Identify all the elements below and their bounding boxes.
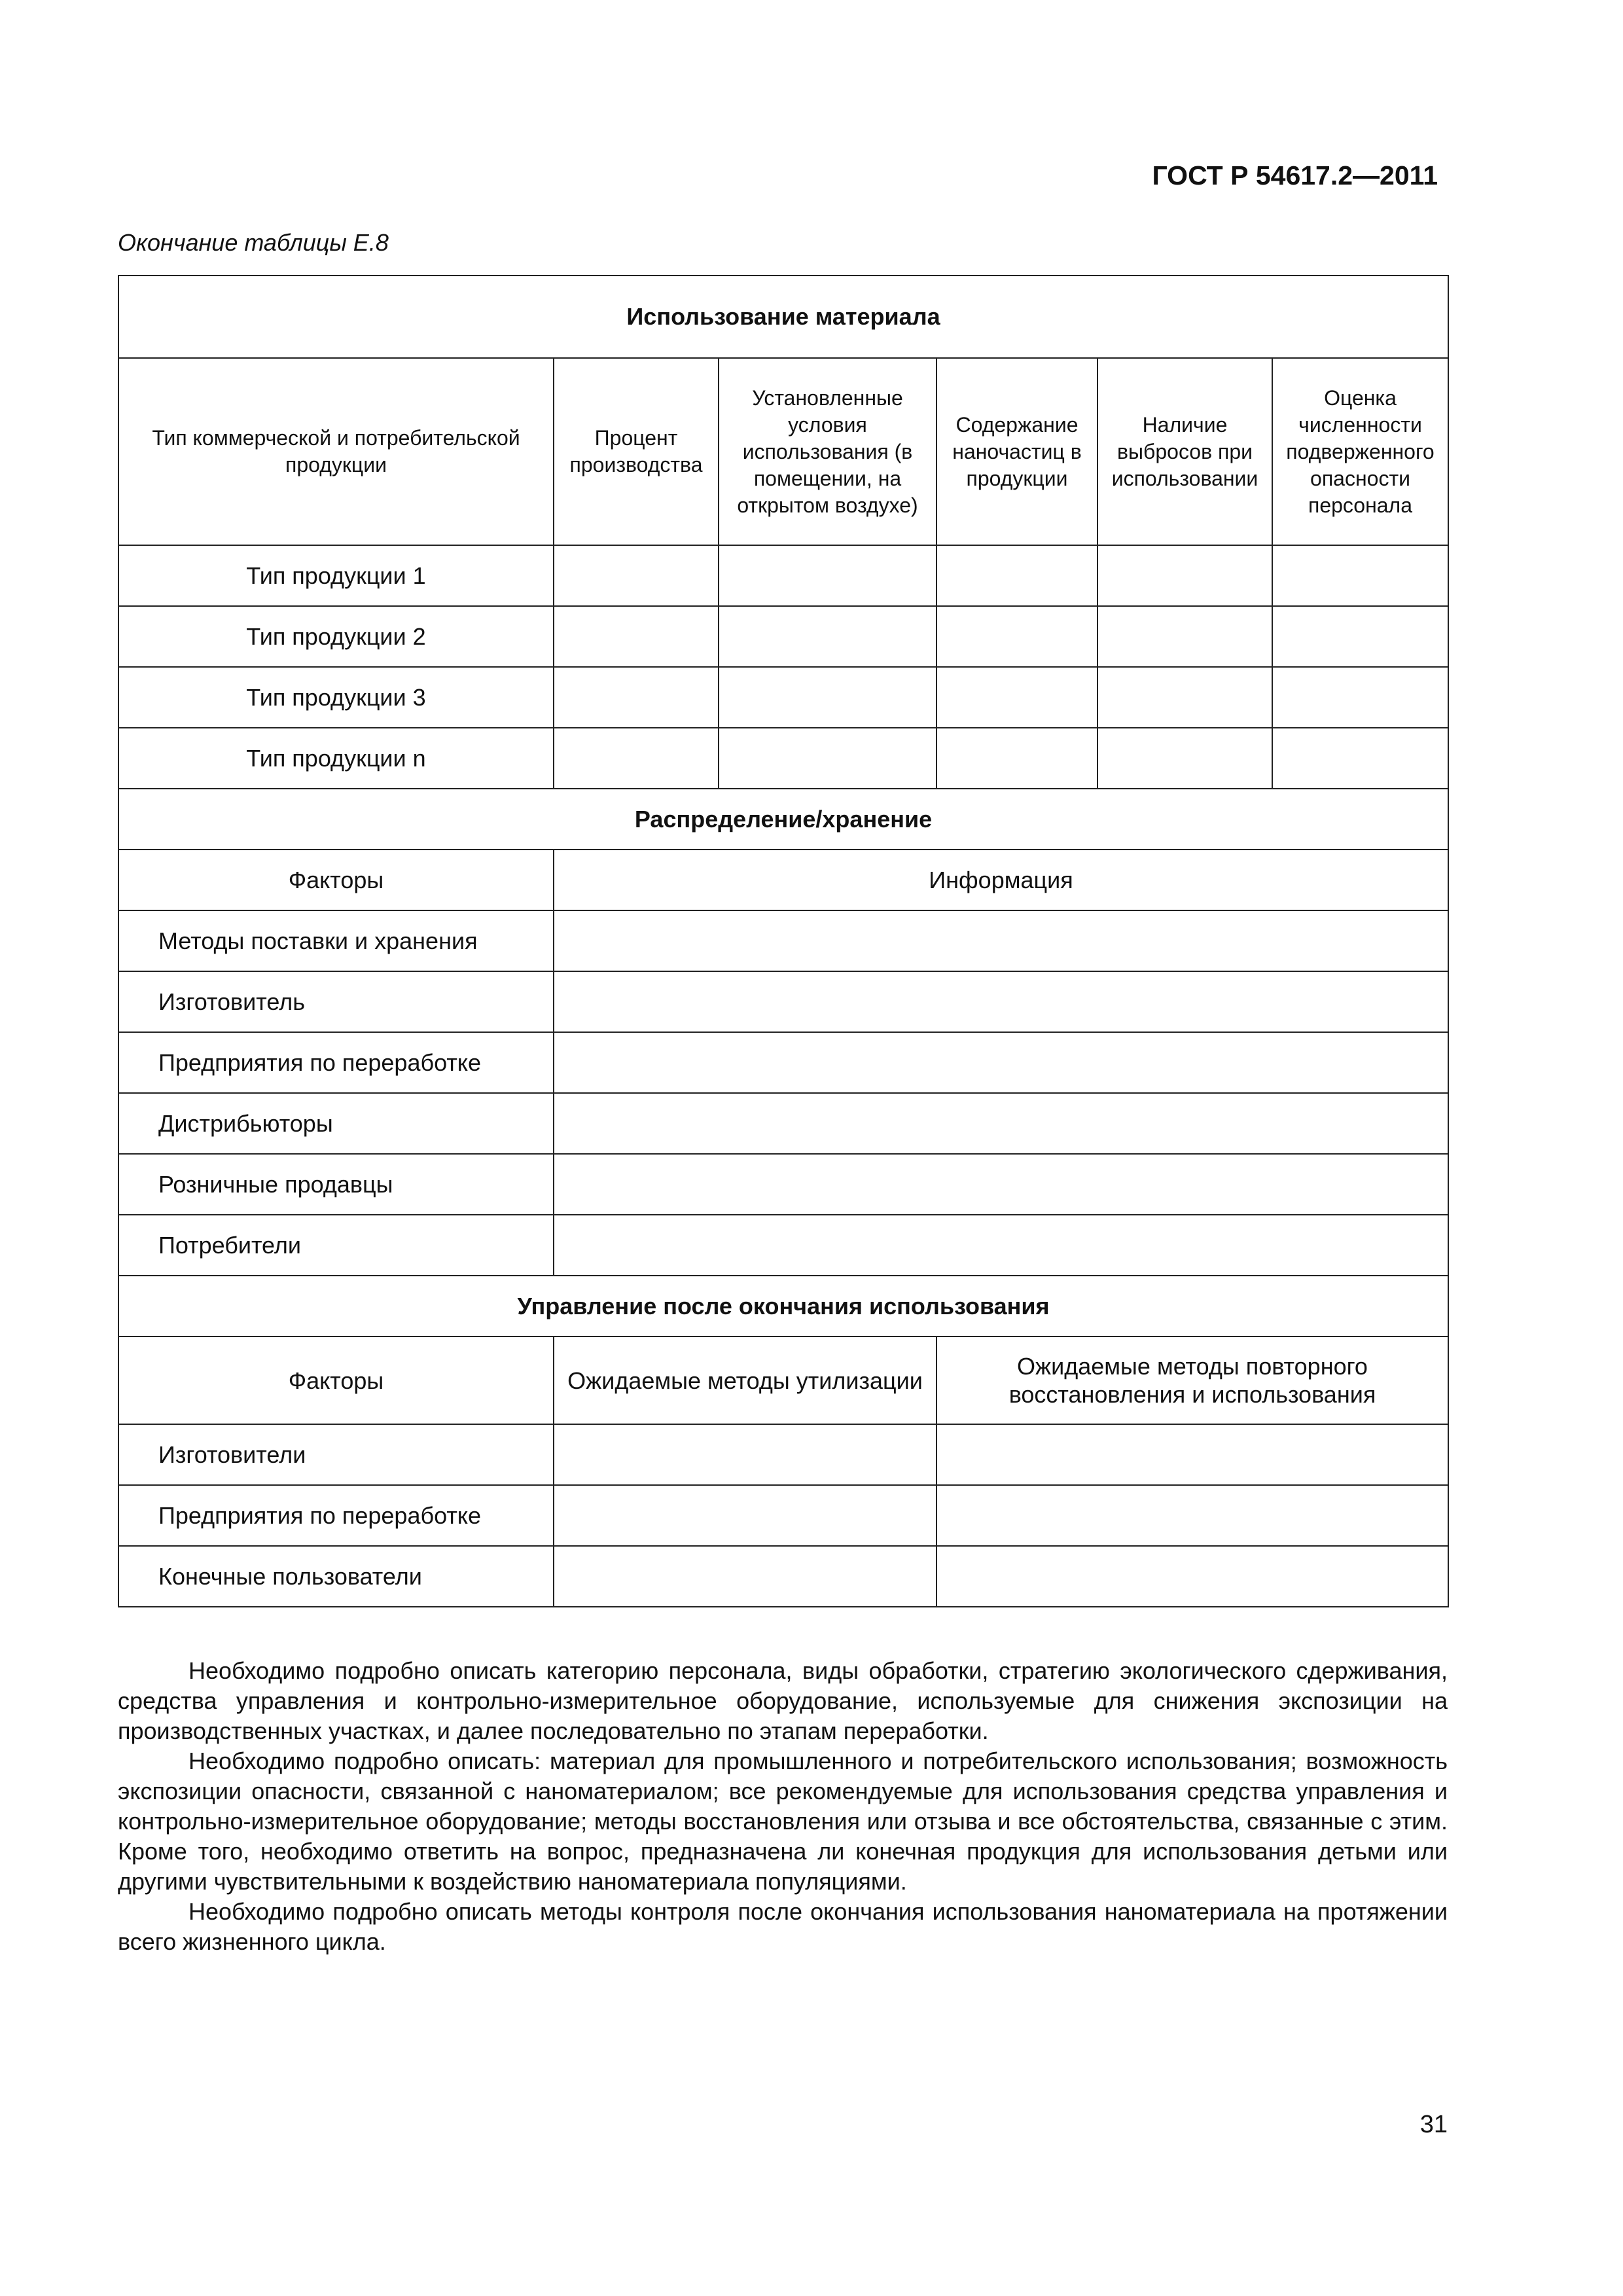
table-row: [118, 1546, 1448, 1607]
empty-cell: [1272, 545, 1448, 606]
factor-cell: Методы поставки и хранения: [118, 910, 554, 971]
empty-cell: [1272, 728, 1448, 789]
empty-cell: [936, 1485, 1448, 1546]
table-row: [118, 545, 1448, 606]
empty-cell: [1097, 606, 1272, 667]
section-title-end-of-use: Управление после окончания использования: [118, 1276, 1448, 1336]
empty-cell: [936, 667, 1097, 728]
col-header-production-percent: Процент производства: [554, 358, 719, 545]
section-end-of-use-row: [118, 1276, 1448, 1336]
table-row: [118, 1215, 1448, 1276]
col-header-factors: Факторы: [118, 850, 554, 910]
empty-cell: [554, 1424, 936, 1485]
page-number: 31: [1419, 2111, 1448, 2138]
empty-cell: [554, 910, 1448, 971]
empty-cell: [936, 1546, 1448, 1607]
empty-cell: [554, 1546, 936, 1607]
col-header-factors: Факторы: [118, 1336, 554, 1424]
empty-cell: [936, 606, 1097, 667]
table-row: [118, 1424, 1448, 1485]
empty-cell: [554, 1215, 1448, 1276]
empty-cell: [554, 728, 719, 789]
body-text: [118, 1656, 1448, 1957]
product-type-cell: Тип продукции 3: [118, 667, 554, 728]
factor-cell: Розничные продавцы: [118, 1154, 554, 1215]
empty-cell: [719, 545, 936, 606]
table-row: [118, 1154, 1448, 1215]
product-type-cell: Тип продукции 1: [118, 545, 554, 606]
col-header-recovery-methods: Ожидаемые методы повторного восстановления и использования: [936, 1336, 1448, 1424]
table-row: [118, 1485, 1448, 1546]
paragraph: Необходимо подробно описать категорию персонала, виды обработки, стратегию экологического сдерживания, средства управления и контрольно-измерительное оборудование, используемые для снижения экспозиции на производственных участках, и далее последовательно по этапам переработки.: [118, 1657, 1448, 1744]
product-type-cell: Тип продукции n: [118, 728, 554, 789]
col-header-disposal-methods: Ожидаемые методы утилизации: [554, 1336, 936, 1424]
section-usage-row: [118, 276, 1448, 358]
section-distribution-row: [118, 789, 1448, 850]
table-row: [118, 728, 1448, 789]
empty-cell: [554, 1154, 1448, 1215]
empty-cell: [936, 728, 1097, 789]
empty-cell: [1272, 606, 1448, 667]
document-code: ГОСТ Р 54617.2—2011: [1152, 160, 1438, 190]
factor-cell: Изготовитель: [118, 971, 554, 1032]
col-header-product-type: Тип коммерческой и потребительской продукции: [118, 358, 554, 545]
table-e8: [118, 275, 1449, 1607]
col-header-nanoparticle-content: Содержание наночастиц в продукции: [936, 358, 1097, 545]
empty-cell: [554, 1485, 936, 1546]
empty-cell: [936, 1424, 1448, 1485]
table-row: [118, 606, 1448, 667]
factor-cell: Предприятия по переработке: [118, 1032, 554, 1093]
empty-cell: [719, 667, 936, 728]
product-type-cell: Тип продукции 2: [118, 606, 554, 667]
col-header-emissions: Наличие выбросов при использовании: [1097, 358, 1272, 545]
empty-cell: [1097, 667, 1272, 728]
factor-cell: Конечные пользователи: [118, 1546, 554, 1607]
empty-cell: [936, 545, 1097, 606]
table-row: [118, 971, 1448, 1032]
paragraph: Необходимо подробно описать: материал для промышленного и потребительского использования; возможность экспозиции опасности, связанной с наноматериалом; все рекомендуемые для использования средства управления и контрольно-измерительное оборудование; методы восстановления или отзыва и все обстоятельства, связанные с этим. Кроме того, необходимо ответить на вопрос, предназначена ли конечная продукция для использования детьми или другими чувствительными к воздействию наноматериала популяциями.: [118, 1748, 1448, 1895]
empty-cell: [554, 606, 719, 667]
section-title-distribution: Распределение/хранение: [118, 789, 1448, 850]
empty-cell: [719, 606, 936, 667]
table-row: [118, 910, 1448, 971]
col-header-information: Информация: [554, 850, 1448, 910]
factor-cell: Дистрибьюторы: [118, 1093, 554, 1154]
paragraph: Необходимо подробно описать методы контроля после окончания использования наноматериала на протяжении всего жизненного цикла.: [118, 1898, 1448, 1955]
empty-cell: [1097, 728, 1272, 789]
empty-cell: [554, 1032, 1448, 1093]
factor-cell: Изготовители: [118, 1424, 554, 1485]
empty-cell: [554, 971, 1448, 1032]
table-caption: Окончание таблицы Е.8: [118, 229, 389, 256]
usage-header-row: [118, 358, 1448, 545]
col-header-usage-conditions: Установленные условия использования (в помещении, на открытом воздухе): [719, 358, 936, 545]
table-row: [118, 667, 1448, 728]
factor-cell: Потребители: [118, 1215, 554, 1276]
col-header-exposed-personnel: Оценка численности подверженного опасности персонала: [1272, 358, 1448, 545]
table-row: [118, 1032, 1448, 1093]
empty-cell: [554, 545, 719, 606]
factor-cell: Предприятия по переработке: [118, 1485, 554, 1546]
empty-cell: [554, 1093, 1448, 1154]
table-row: [118, 1093, 1448, 1154]
empty-cell: [719, 728, 936, 789]
empty-cell: [1272, 667, 1448, 728]
distribution-header-row: [118, 850, 1448, 910]
empty-cell: [554, 667, 719, 728]
end-of-use-header-row: [118, 1336, 1448, 1424]
empty-cell: [1097, 545, 1272, 606]
section-title-usage: Использование материала: [118, 276, 1448, 358]
